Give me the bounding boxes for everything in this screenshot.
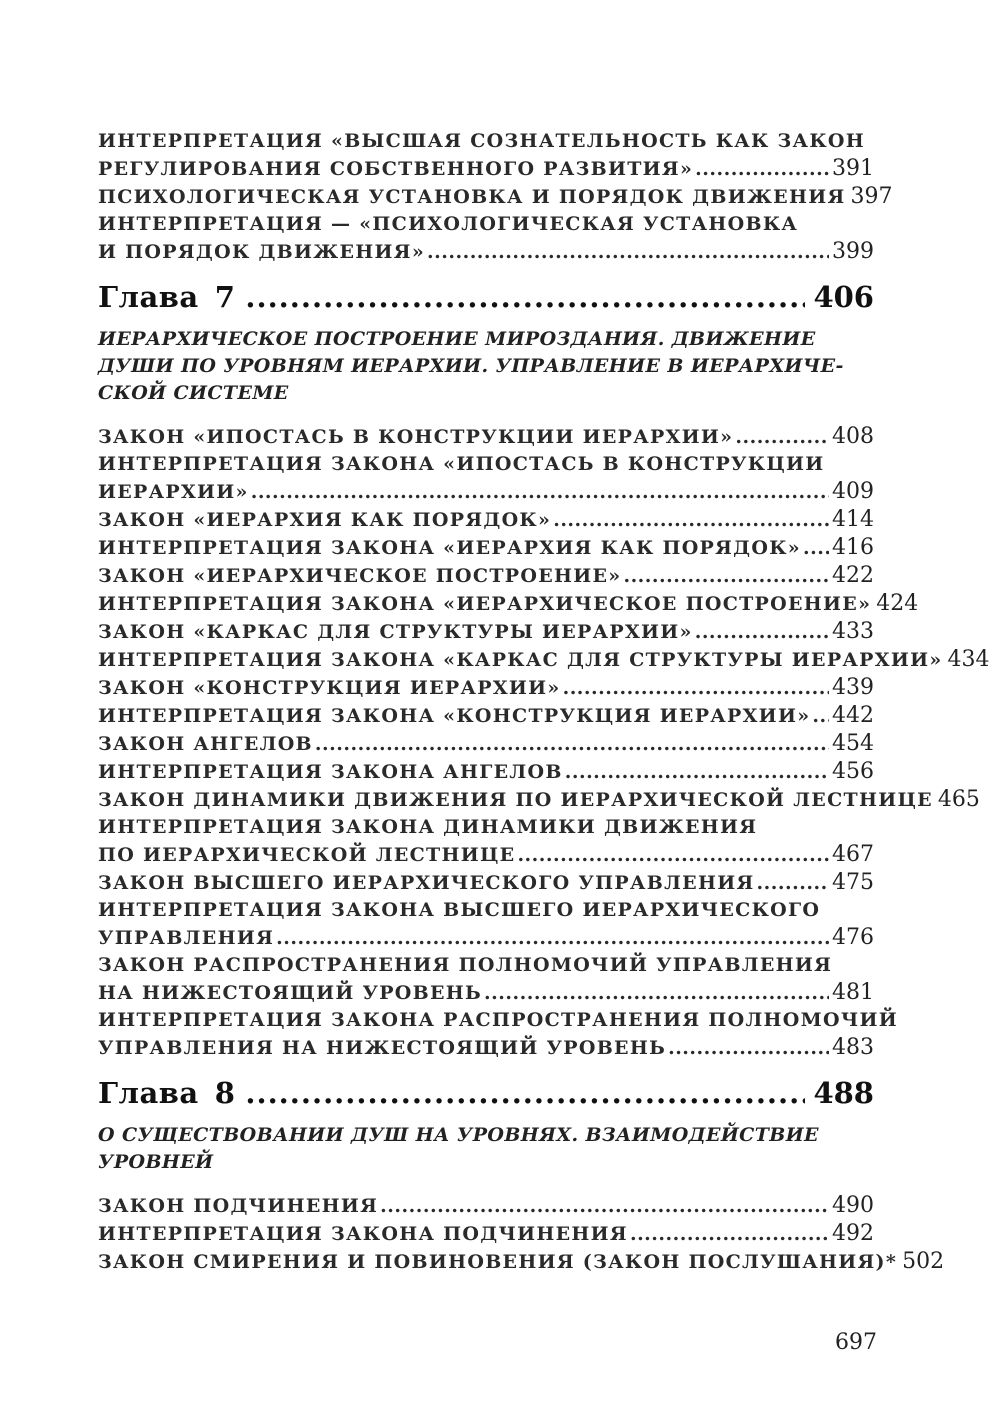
entry-title: ЗАКОН «ИЕРАРХИЯ КАК ПОРЯДОК» <box>98 509 552 531</box>
dot-leader <box>276 925 829 952</box>
entry-page-number: 492 <box>832 1221 874 1246</box>
toc-entry-line <box>98 211 874 238</box>
chapter-heading <box>98 1076 874 1110</box>
dot-leader <box>695 156 829 183</box>
toc-entry-line <box>98 183 893 211</box>
entry-title: ИНТЕРПРЕТАЦИЯ — «ПСИХОЛОГИЧЕСКАЯ УСТАНОВКА <box>98 213 799 235</box>
toc-entry-line <box>98 814 874 841</box>
entry-title: ИЕРАРХИИ» <box>98 481 249 503</box>
toc-entry-line <box>98 423 874 451</box>
toc-entry <box>98 869 874 897</box>
entry-page-number: 502 <box>902 1249 945 1274</box>
chapter-title <box>98 1076 235 1110</box>
toc-entry <box>98 590 919 618</box>
dot-leader <box>695 619 829 646</box>
chapter-number: 7 <box>214 280 236 314</box>
entry-title: ИНТЕРПРЕТАЦИЯ ЗАКОНА ДИНАМИКИ ДВИЖЕНИЯ <box>98 816 758 838</box>
toc-entry <box>98 646 990 674</box>
entry-page-number: 408 <box>832 424 874 449</box>
entry-title: ЗАКОН ДИНАМИКИ ДВИЖЕНИЯ ПО ИЕРАРХИЧЕСКОЙ ЛЕСТНИЦЕ <box>98 789 933 811</box>
dot-leader <box>563 675 829 702</box>
toc-entry <box>98 814 874 869</box>
entry-page-number: 442 <box>832 703 874 728</box>
toc-entry-line <box>98 590 919 618</box>
chapter-subtitle: ИЕРАРХИЧЕСКОЕ ПОСТРОЕНИЕ МИРОЗДАНИЯ. ДВИЖЕНИЕ ДУШИ ПО УРОВНЯМ ИЕРАРХИИ. УПРАВЛЕНИЕ В ИЕРАРХИЧЕ- СКОЙ СИСТЕМЕ <box>98 328 844 404</box>
entry-title: ЗАКОН «ИПОСТАСЬ В КОНСТРУКЦИИ ИЕРАРХИИ» <box>98 426 734 448</box>
entry-page-number: 422 <box>832 563 874 588</box>
toc-entry <box>98 211 874 266</box>
entry-title: ИНТЕРПРЕТАЦИЯ ЗАКОНА «КАРКАС ДЛЯ СТРУКТУРЫ ИЕРАРХИИ» <box>98 649 943 671</box>
toc-entry <box>98 1248 945 1276</box>
dot-leader <box>668 1035 829 1062</box>
entry-title: ИНТЕРПРЕТАЦИЯ ЗАКОНА РАСПРОСТРАНЕНИЯ ПОЛНОМОЧИЙ <box>98 1009 898 1031</box>
toc-entry-line <box>98 128 874 155</box>
entry-page-number: 456 <box>832 759 874 784</box>
toc-entry <box>98 506 874 534</box>
entry-title: НА НИЖЕСТОЯЩИЙ УРОВЕНЬ <box>98 982 483 1004</box>
toc-entry <box>98 730 874 758</box>
entry-page-number: 490 <box>832 1193 874 1218</box>
entry-page-number: 476 <box>832 925 874 950</box>
table-of-contents <box>98 128 990 1276</box>
chapter-word: Глава <box>98 280 199 314</box>
entry-title: ЗАКОН «КОНСТРУКЦИЯ ИЕРАРХИИ» <box>98 677 561 699</box>
dot-leader <box>803 535 829 562</box>
entry-page-number: 483 <box>832 1035 874 1060</box>
toc-entry-line <box>98 506 874 534</box>
dot-leader <box>565 759 829 786</box>
toc-entry-line <box>98 786 980 814</box>
entry-page-number: 467 <box>832 842 874 867</box>
entry-title: ИНТЕРПРЕТАЦИЯ ЗАКОНА ВЫСШЕГО ИЕРАРХИЧЕСКОГО <box>98 899 821 921</box>
dot-leader <box>812 703 829 730</box>
entry-page-number: 416 <box>832 535 874 560</box>
dot-leader <box>245 1076 805 1110</box>
toc-entry-line <box>98 674 874 702</box>
dot-leader <box>735 424 829 451</box>
toc-entry-line <box>98 1220 874 1248</box>
toc-entry-line <box>98 730 874 758</box>
toc-entry <box>98 183 893 211</box>
toc-entry <box>98 952 874 1007</box>
toc-entry <box>98 786 980 814</box>
toc-entry <box>98 423 874 451</box>
dot-leader <box>315 731 829 758</box>
toc-entry-line <box>98 1192 874 1220</box>
entry-title: УПРАВЛЕНИЯ НА НИЖЕСТОЯЩИЙ УРОВЕНЬ <box>98 1037 667 1059</box>
toc-entry-line <box>98 897 874 924</box>
entry-title: РЕГУЛИРОВАНИЯ СОБСТВЕННОГО РАЗВИТИЯ» <box>98 158 694 180</box>
entry-title: ЗАКОН «КАРКАС ДЛЯ СТРУКТУРЫ ИЕРАРХИИ» <box>98 621 693 643</box>
chapter-number: 8 <box>214 1076 236 1110</box>
entry-page-number: 454 <box>832 731 874 756</box>
entry-page-number: 465 <box>937 787 980 812</box>
toc-entry <box>98 897 874 952</box>
entry-page-number: 424 <box>876 591 919 616</box>
entry-title: ЗАКОН АНГЕЛОВ <box>98 733 313 755</box>
chapter-page-number: 406 <box>813 280 874 314</box>
toc-entry-line <box>98 646 990 674</box>
entry-page-number: 481 <box>832 980 874 1005</box>
chapter-word: Глава <box>98 1076 199 1110</box>
toc-entry-line <box>98 979 874 1007</box>
toc-entry <box>98 128 874 183</box>
toc-section <box>98 280 990 1062</box>
toc-entry-line <box>98 952 874 979</box>
entry-title: ИНТЕРПРЕТАЦИЯ ЗАКОНА «ИЕРАРХИЯ КАК ПОРЯДОК» <box>98 537 801 559</box>
entry-page-number: 399 <box>832 239 874 264</box>
toc-entry-line <box>98 534 874 562</box>
page-number-footer: 697 <box>835 1330 877 1355</box>
dot-leader <box>427 239 829 266</box>
entry-page-number: 475 <box>832 870 874 895</box>
toc-entry <box>98 534 874 562</box>
toc-entry <box>98 674 874 702</box>
toc-entry-line <box>98 924 874 952</box>
entry-page-number: 439 <box>832 675 874 700</box>
dot-leader <box>757 870 829 897</box>
toc-entry-line <box>98 1007 898 1034</box>
toc-entry-line <box>98 478 874 506</box>
toc-entry-line <box>98 841 874 869</box>
entry-title: ЗАКОН «ИЕРАРХИЧЕСКОЕ ПОСТРОЕНИЕ» <box>98 565 622 587</box>
toc-entry-line <box>98 155 874 183</box>
chapter-title <box>98 280 235 314</box>
entry-title: УПРАВЛЕНИЯ <box>98 927 275 949</box>
entry-title: ЗАКОН СМИРЕНИЯ И ПОВИНОВЕНИЯ (ЗАКОН ПОСЛУШАНИЯ)* <box>98 1251 898 1273</box>
dot-leader <box>553 507 829 534</box>
toc-entry-line <box>98 1034 874 1062</box>
entry-page-number: 397 <box>850 184 893 209</box>
toc-entry-line <box>98 1248 945 1276</box>
dot-leader <box>630 1221 829 1248</box>
entry-page-number: 409 <box>832 479 874 504</box>
chapter-page-number: 488 <box>813 1076 874 1110</box>
entry-title: ИНТЕРПРЕТАЦИЯ ЗАКОНА «ИЕРАРХИЧЕСКОЕ ПОСТРОЕНИЕ» <box>98 593 872 615</box>
dot-leader <box>484 980 829 1007</box>
entry-title: ИНТЕРПРЕТАЦИЯ ЗАКОНА ПОДЧИНЕНИЯ <box>98 1223 628 1245</box>
toc-entry <box>98 451 874 506</box>
toc-entry <box>98 562 874 590</box>
chapter-subtitle: О СУЩЕСТВОВАНИИ ДУШ НА УРОВНЯХ. ВЗАИМОДЕЙСТВИЕ УРОВНЕЙ <box>98 1124 819 1173</box>
toc-entry-line <box>98 562 874 590</box>
dot-leader <box>517 842 829 869</box>
toc-entry-line <box>98 451 874 478</box>
entry-page-number: 414 <box>832 507 874 532</box>
dot-leader <box>245 280 805 314</box>
entry-page-number: 434 <box>947 647 990 672</box>
entry-title: ИНТЕРПРЕТАЦИЯ ЗАКОНА «ИПОСТАСЬ В КОНСТРУКЦИИ <box>98 453 825 475</box>
entry-title: ЗАКОН ВЫСШЕГО ИЕРАРХИЧЕСКОГО УПРАВЛЕНИЯ <box>98 872 755 894</box>
toc-entry <box>98 758 874 786</box>
entry-title: ИНТЕРПРЕТАЦИЯ ЗАКОНА АНГЕЛОВ <box>98 761 563 783</box>
entry-title: ПО ИЕРАРХИЧЕСКОЙ ЛЕСТНИЦЕ <box>98 844 516 866</box>
toc-entry <box>98 702 874 730</box>
entry-page-number: 391 <box>832 156 874 181</box>
toc-entry-line <box>98 702 874 730</box>
entry-page-number: 433 <box>832 619 874 644</box>
toc-section <box>98 128 893 266</box>
entry-title: ПСИХОЛОГИЧЕСКАЯ УСТАНОВКА И ПОРЯДОК ДВИЖЕНИЯ <box>98 186 846 208</box>
dot-leader <box>623 563 829 590</box>
dot-leader <box>380 1193 829 1220</box>
chapter-heading <box>98 280 874 314</box>
entry-title: ЗАКОН РАСПРОСТРАНЕНИЯ ПОЛНОМОЧИЙ УПРАВЛЕНИЯ <box>98 954 833 976</box>
entry-title: ИНТЕРПРЕТАЦИЯ ЗАКОНА «КОНСТРУКЦИЯ ИЕРАРХИИ» <box>98 705 811 727</box>
toc-section <box>98 1076 945 1276</box>
toc-entry <box>98 1007 898 1062</box>
toc-entry-line <box>98 618 874 646</box>
toc-entry <box>98 1220 874 1248</box>
toc-entry <box>98 1192 874 1220</box>
toc-entry-line <box>98 869 874 897</box>
toc-entry <box>98 618 874 646</box>
toc-entry-line <box>98 758 874 786</box>
entry-title: И ПОРЯДОК ДВИЖЕНИЯ» <box>98 241 425 263</box>
entry-title: ИНТЕРПРЕТАЦИЯ «ВЫСШАЯ СОЗНАТЕЛЬНОСТЬ КАК ЗАКОН <box>98 130 866 152</box>
entry-title: ЗАКОН ПОДЧИНЕНИЯ <box>98 1195 379 1217</box>
toc-entry-line <box>98 238 874 266</box>
dot-leader <box>251 479 829 506</box>
